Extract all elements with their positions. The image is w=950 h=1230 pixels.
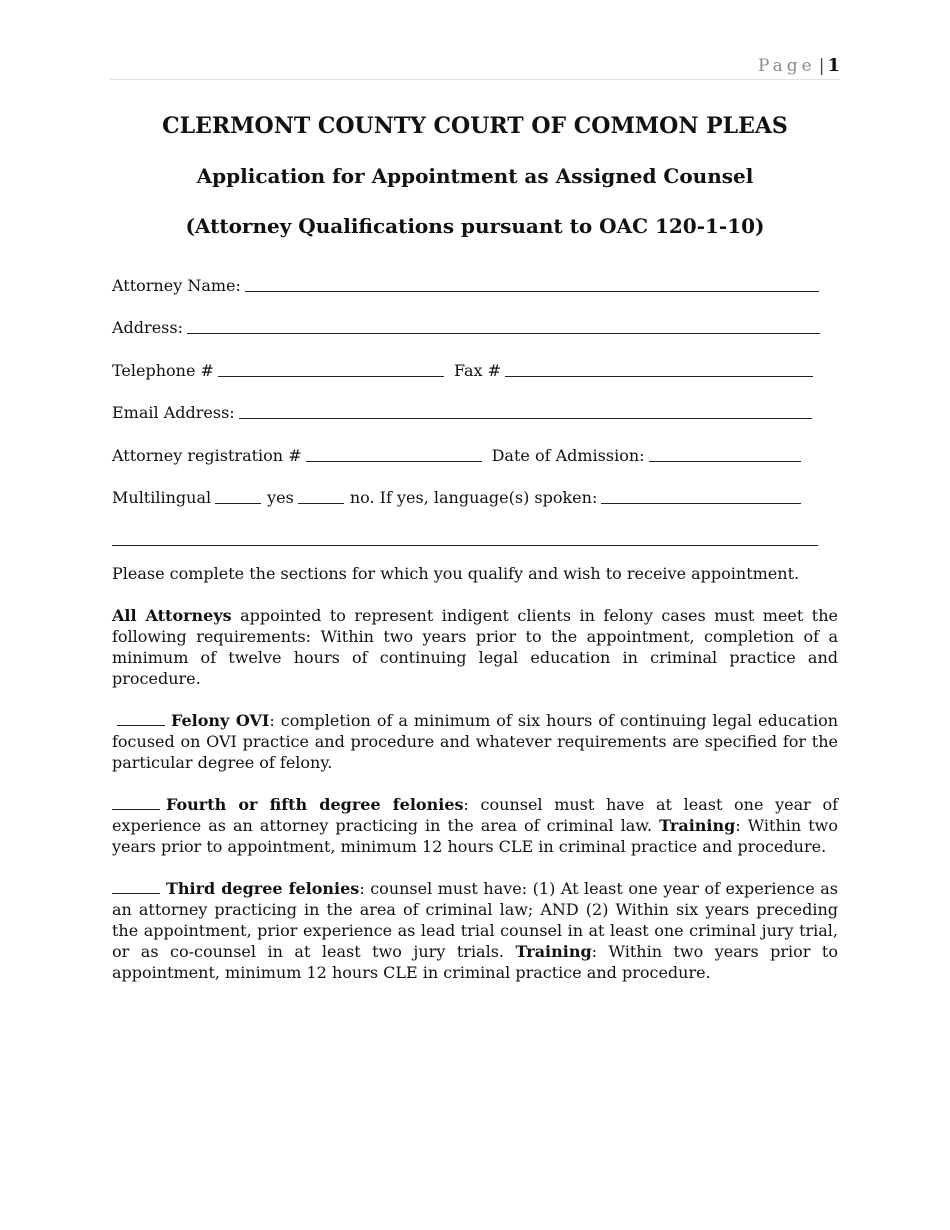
third-degree-text: : counsel must have: (1) At least one year of experience as an attorney practicing in the area of criminal law; AND (2) Within six years preceding the appointment, prior experience as lead trial counsel in at least one criminal jury trial, or as co-counsel in at least two jury trials. xyxy=(112,879,839,961)
fourth-fifth-degree-section xyxy=(112,794,838,857)
application-title: Application for Appointment as Assigned Counsel xyxy=(196,164,754,188)
admission-date-field[interactable] xyxy=(649,445,801,462)
email-field[interactable] xyxy=(239,402,812,419)
admission-label: Date of Admission: xyxy=(491,445,645,465)
fourth-fifth-check-field[interactable] xyxy=(112,794,160,810)
email-row xyxy=(112,380,838,423)
no-label: no. If yes, language(s) spoken: xyxy=(349,488,598,507)
all-attorneys-text: appointed to represent indigent clients in felony cases must meet the following requirements: Within two years prior to the appointment, completion of a minimum of twelve hours of continuing legal education in criminal practice and procedure. xyxy=(112,606,839,688)
felony-ovi-text: : completion of a minimum of six hours of continuing legal education focused on OVI practice and procedure and whatever requirements are specified for the particular degree of felony. xyxy=(112,711,839,772)
intro-text: Please complete the sections for which you qualify and wish to receive appointment. xyxy=(112,564,800,583)
telephone-field[interactable] xyxy=(218,360,444,377)
address-row xyxy=(112,295,838,338)
languages-continued-field[interactable] xyxy=(112,529,818,546)
telephone-label: Telephone # xyxy=(112,360,214,380)
languages-field[interactable] xyxy=(601,487,801,504)
phone-fax-row xyxy=(112,337,838,380)
attorney-name-field[interactable] xyxy=(245,275,819,292)
languages-continued-row xyxy=(112,507,838,549)
yes-label: yes xyxy=(267,488,294,507)
felony-ovi-check-field[interactable] xyxy=(117,710,165,726)
all-attorneys-heading: All Attorneys xyxy=(112,606,232,625)
attorney-info-form xyxy=(112,252,838,549)
court-title: CLERMONT COUNTY COURT OF COMMON PLEAS xyxy=(162,113,788,139)
address-field[interactable] xyxy=(187,317,820,334)
fourth-fifth-text: : counsel must have at least one year of experience as an attorney practicing in the area of criminal law. xyxy=(112,795,838,835)
third-degree-section xyxy=(112,878,838,983)
page-separator: | xyxy=(818,56,825,76)
multilingual-row xyxy=(112,465,838,508)
fourth-fifth-heading: Fourth or fifth degree felonies xyxy=(166,795,464,814)
multilingual-label: Multilingual xyxy=(112,488,212,507)
felony-ovi-heading: Felony OVI xyxy=(171,711,270,730)
felony-ovi-section xyxy=(112,710,838,773)
attorney-name-label: Attorney Name: xyxy=(112,275,241,295)
document-body xyxy=(112,112,838,983)
attorney-name-row xyxy=(112,252,838,295)
third-degree-training-label: Training xyxy=(515,942,592,961)
registration-label: Attorney registration # xyxy=(112,445,302,465)
fourth-fifth-training-label: Training xyxy=(659,816,736,835)
registration-field[interactable] xyxy=(306,445,482,462)
page-header xyxy=(110,55,840,80)
fax-label: Fax # xyxy=(453,360,502,380)
third-degree-training-text: : Within two years prior to appointment, minimum 12 hours CLE in criminal practice and procedure. xyxy=(112,942,838,982)
qualifications-title: (Attorney Qualifications pursuant to OAC 120-1-10) xyxy=(185,214,765,238)
third-degree-heading: Third degree felonies xyxy=(166,879,360,898)
registration-row xyxy=(112,422,838,465)
multilingual-yes-field[interactable] xyxy=(215,487,261,504)
address-label: Address: xyxy=(112,318,183,337)
page-word: Page xyxy=(757,56,816,76)
third-degree-check-field[interactable] xyxy=(112,878,160,894)
page-number: 1 xyxy=(827,55,840,76)
email-label: Email Address: xyxy=(112,403,235,422)
fax-field[interactable] xyxy=(505,360,813,377)
all-attorneys-paragraph xyxy=(112,605,838,689)
multilingual-no-field[interactable] xyxy=(298,487,344,504)
fourth-fifth-training-text: : Within two years prior to appointment, minimum 12 hours CLE in criminal practice and procedure. xyxy=(112,816,838,856)
